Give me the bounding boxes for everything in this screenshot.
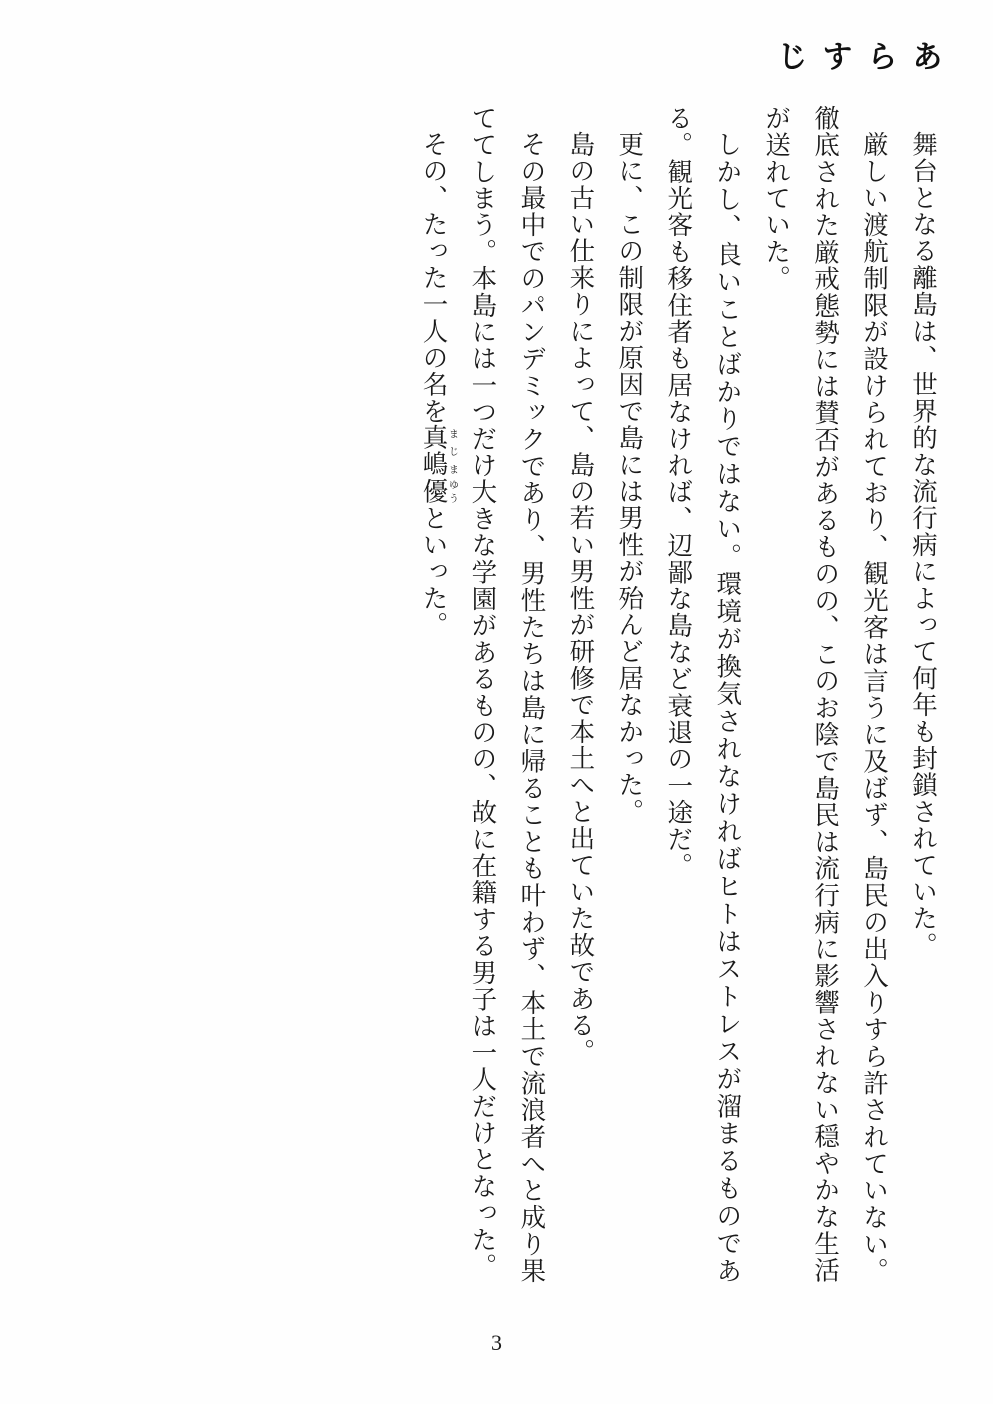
vertical-text-area bbox=[60, 40, 947, 1284]
paragraph: 厳しい渡航制限が設けられており、観光客は言うに及ばず、島民の出入りすら許されていない。徹底された厳戒態勢には賛否があるものの、このお陰で島民は流行病に影響されない穏やかな生活が送れていた。 bbox=[762, 105, 890, 1284]
paragraph: しかし、良いことばかりではない。環境が換気されなければヒトはストレスが溜まるものである。観光客も移住者も居なければ、辺鄙な島など衰退の一途だ。 bbox=[664, 105, 743, 1284]
body-text-block bbox=[409, 105, 947, 1284]
paragraph: その最中でのパンデミックであり、男性たちは島に帰ることも叶わず、本土で流浪者へと成り果ててしまう。本島には一つだけ大きな学園があるものの、故に在籍する男子は一人だけとなった。 bbox=[468, 105, 547, 1284]
paragraph-with-ruby: その、たった一人の名を真嶋まじま優ゆうといった。 bbox=[419, 130, 458, 638]
paragraph: 舞台となる離島は、世界的な流行病によって何年も封鎖されていた。 bbox=[909, 130, 938, 959]
page-title: あらすじ bbox=[771, 40, 942, 73]
paragraph: 島の古い仕来りによって、島の若い男性が研修で本土へと出ていた故である。 bbox=[566, 130, 596, 1066]
paragraph: 更に、この制限が原因で島には男性が殆んど居なかった。 bbox=[615, 130, 645, 825]
page-number: 3 bbox=[491, 1330, 502, 1355]
